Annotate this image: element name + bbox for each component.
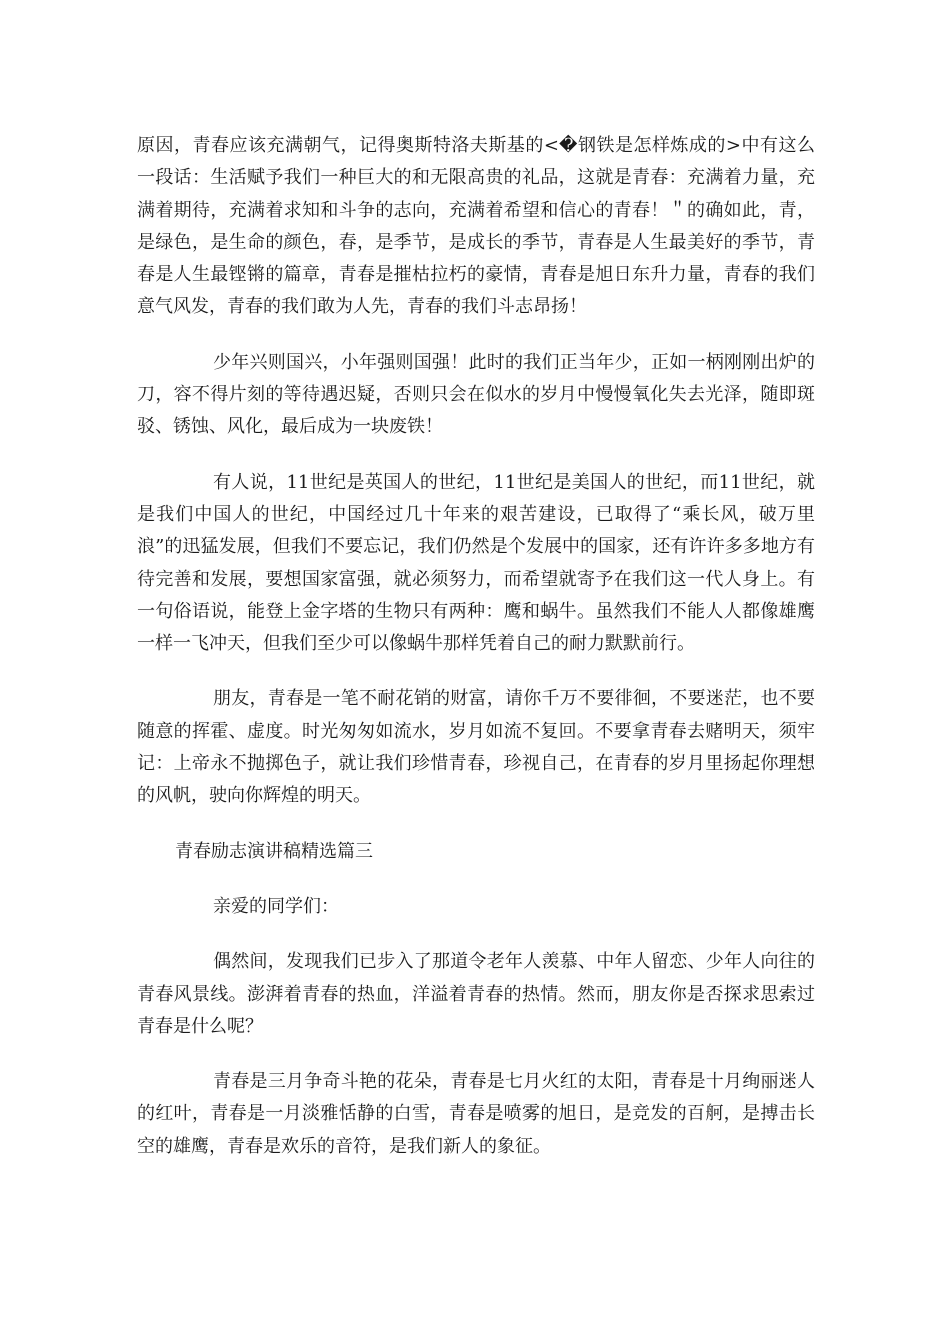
paragraph: 朋友，青春是一笔不耐花销的财富，请你千万不要徘徊，不要迷茫，也不要随意的挥霍、虚度。时光匆匆如流水，岁月如流不复回。不要拿青春去赌明天，须牢记：上帝永不抛掷色子，就让我们珍惜青春，珍视自己，在青春的岁月里扬起你理想的风帆，驶向你辉煌的明天。 xyxy=(137,688,815,807)
document-body xyxy=(137,130,815,1186)
section-heading: 青春励志演讲稿精选篇三 xyxy=(175,840,373,862)
paragraph-continuation: 原因，青春应该充满朝气，记得奥斯特洛夫斯基的<�钢铁是怎样炼成的>中有这么一段话：生活赋予我们一种巨大的和无限高贵的礼品，这就是青春：充满着力量，充满着期待，充满着求知和斗争的志向，充满着希望和信心的青春！＂的确如此，青，是绿色，是生命的颜色，春，是季节，是成长的季节，青春是人生最美好的季节，青春是人生最铿锵的篇章，青春是摧枯拉朽的豪情，青春是旭日东升力量，青春的我们意气风发，青春的我们敢为人先，青春的我们斗志昂扬！ xyxy=(137,135,815,318)
paragraph: 偶然间，发现我们已步入了那道令老年人羡慕、中年人留恋、少年人向往的青春风景线。澎湃着青春的热血，洋溢着青春的热情。然而，朋友你是否探求思索过青春是什么呢？ xyxy=(137,951,815,1037)
paragraph: 少年兴则国兴，小年强则国强！此时的我们正当年少，正如一柄刚刚出炉的刀，容不得片刻的等待遇迟疑，否则只会在似水的岁月中慢慢氧化失去光泽，随即斑驳、锈蚀、风化，最后成为一块废铁！ xyxy=(137,351,815,438)
paragraph: 有人说，11世纪是英国人的世纪，11世纪是美国人的世纪，而11世纪，就是我们中国人的世纪，中国经过几十年来的艰苦建设，已取得了“乘长风，破万里浪”的迅猛发展，但我们不要忘记，我们仍然是个发展中的国家，还有许许多多地方有待完善和发展，要想国家富强，就必须努力，而希望就寄予在我们这一代人身上。有一句俗语说，能登上金字塔的生物只有两种：鹰和蜗牛。虽然我们不能人人都像雄鹰一样一飞冲天，但我们至少可以像蜗牛那样凭着自己的耐力默默前行。 xyxy=(137,471,815,655)
salutation: 亲爱的同学们： xyxy=(213,895,339,917)
paragraph: 青春是三月争奇斗艳的花朵，青春是七月火红的太阳，青春是十月绚丽迷人的红叶，青春是一月淡雅恬静的白雪，青春是喷雾的旭日，是竞发的百舸，是搏击长空的雄鹰，青春是欢乐的音符，是我们新人的象征。 xyxy=(137,1071,815,1157)
